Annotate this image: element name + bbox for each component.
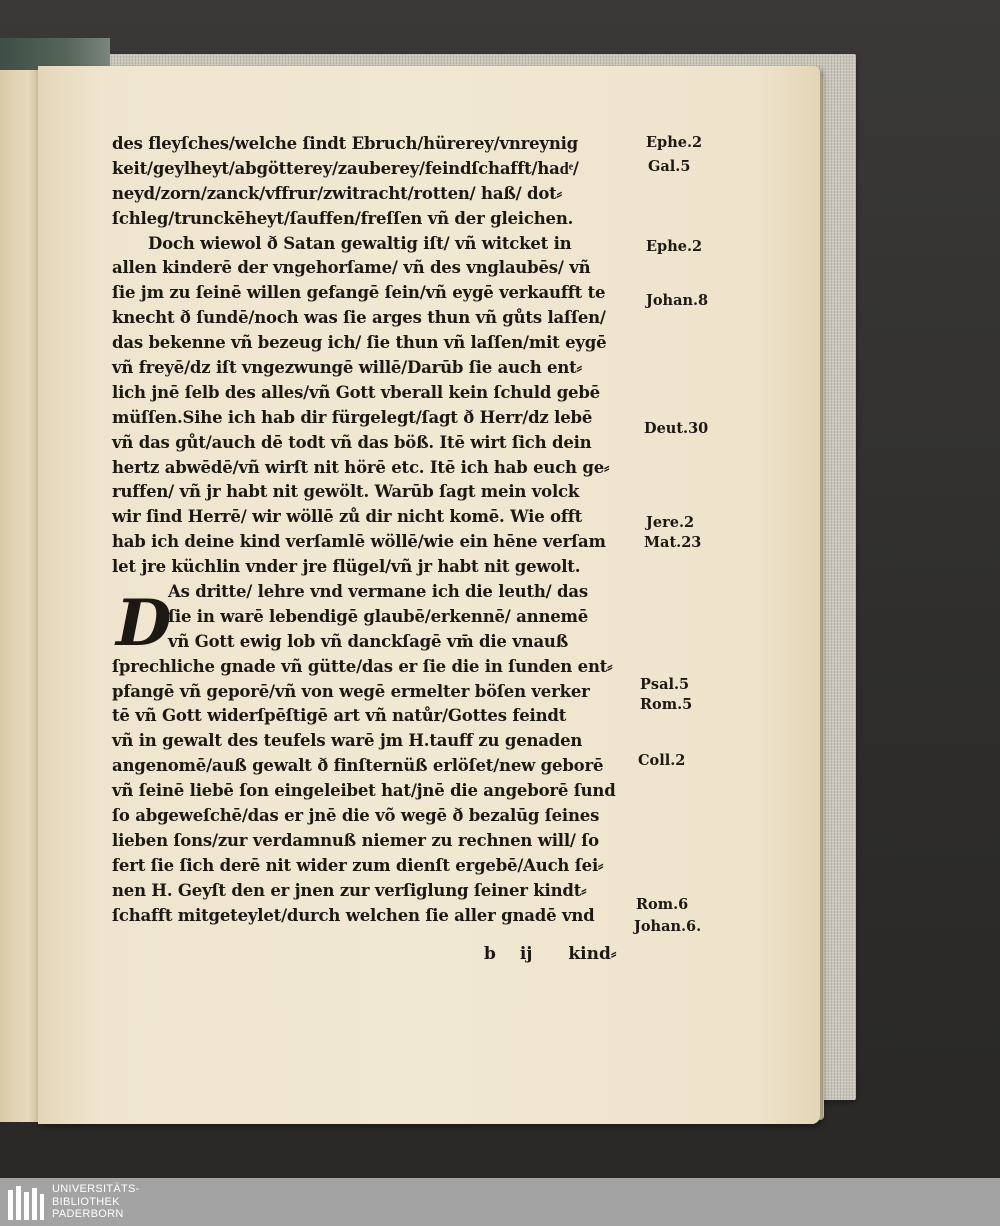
text-line: allen kinderē der vngehorſame/ vñ des vnglaubēs/ vñ (112, 258, 591, 278)
margin-note-johan6: Johan.6. (634, 918, 702, 935)
text-line: let jre küchlin vnder jre flügel/vñ jr habt nit gewolt. (112, 557, 581, 577)
signature-folio: ij (519, 944, 533, 964)
text-line: vñ Gott ewig lob vñ danckſagē vm̄ die vnauß (168, 631, 569, 651)
text-line: vñ das gůt/auch dē todt vñ das böß. Itē wirt ſich dein (112, 432, 592, 452)
text-line: hertz abwēdē/vñ wirſt nit hörē etc. Itē ich hab euch ge⸗ (112, 457, 610, 477)
library-name (52, 1183, 140, 1221)
library-logo-icon (6, 1182, 46, 1222)
margin-note-rom6: Rom.6 (636, 896, 689, 913)
signature-mark: b (484, 944, 496, 964)
library-footer-bar (0, 1178, 1000, 1226)
margin-note-jere2: Jere.2 (646, 514, 695, 531)
margin-note-coll2: Coll.2 (638, 752, 686, 769)
signature-line (484, 944, 634, 964)
margin-note-deut30: Deut.30 (644, 420, 709, 437)
text-line: As dritte/ lehre vnd vermane ich die leuth/ das (168, 582, 588, 602)
text-line: Doch wiewol ð Satan gewaltig iſt/ vñ witcket in (148, 233, 572, 253)
text-line: ſchafft mitgeteylet/durch welchen ſie aller gnadē vnd (112, 905, 595, 925)
decorated-initial: D (116, 586, 172, 661)
text-line: lieben ſons/zur verdamnuß niemer zu rechnen will/ ſo (112, 830, 599, 850)
text-line: angenomē/auß gewalt ð finſternüß erlöſet/new geborē (112, 756, 604, 776)
library-name-line: PADERBORN (52, 1208, 124, 1220)
margin-note-ephe2: Ephe.2 (646, 134, 703, 151)
text-line: vñ in gewalt des teufels warē jm H.tauff zu genaden (112, 731, 583, 751)
library-name-line: BIBLIOTHEK (52, 1195, 120, 1208)
text-line: knecht ð ſundē/noch was ſie arges thun vñ gůts laſſen/ (112, 308, 606, 328)
library-name-line: UNIVERSITÄTS- (52, 1183, 140, 1195)
text-line: das bekenne vñ bezeug ich/ ſie thun vñ laſſen/mit eygē (112, 333, 607, 353)
text-line: lich jnē ſelb des alles/vñ Gott vberall kein ſchuld gebē (112, 382, 600, 402)
margin-note-johan8: Johan.8 (646, 292, 709, 309)
main-text-block (112, 132, 640, 929)
text-line: müſſen.Sihe ich hab dir fürgelegt/ſagt ð Herr/dz lebē (112, 407, 593, 427)
text-line: ſie in warē lebendigē glaubē/erkennē/ annemē (168, 606, 589, 626)
margin-note-ephe2: Ephe.2 (646, 238, 703, 255)
text-line: ruffen/ vñ jr habt nit gewölt. Warūb ſagt mein volck (112, 482, 580, 502)
text-line: keit/geylheyt/abgötterey/zauberey/feindſchafft/hadͤ/ (112, 158, 579, 178)
text-line: ſo abgeweſchē/das er jnē die võ wegē ð bezalūg ſeines (112, 806, 600, 826)
left-page-edge (0, 70, 42, 1122)
margin-note-gal5: Gal.5 (648, 158, 691, 175)
text-line: ſchleg/trunckēheyt/ſauffen/freſſen vñ der gleichen. (112, 208, 574, 228)
text-line: wir ſind Herrē/ wir wöllē zů dir nicht komē. Wie offt (112, 507, 583, 527)
margin-note-psal5: Psal.5 (640, 676, 690, 693)
text-line: hab ich deine kind verſamlē wöllē/wie ein hēne verſam (112, 532, 606, 552)
text-line: vñ ſeinē liebē ſon eingeleibet hat/jnē die angeborē ſund (112, 781, 616, 801)
margin-note-mat23: Mat.23 (644, 534, 702, 551)
text-line: fert ſie ſich derē nit wider zum dienſt ergebē/Auch ſei⸗ (112, 855, 604, 875)
text-line: vñ freyē/dz iſt vngezwungē willē/Darūb ſie auch ent⸗ (112, 358, 582, 378)
margin-note-rom5: Rom.5 (640, 696, 693, 713)
text-line: ſprechliche gnade vñ gütte/das er ſie die in ſunden ent⸗ (112, 656, 613, 676)
catchword: kind⸗ (568, 944, 617, 964)
text-line: pfangē vñ geporē/vñ von wegē ermelter böſen verker (112, 681, 590, 701)
text-line: tē vñ Gott widerſpēſtigē art vñ natůr/Gottes feindt (112, 706, 567, 726)
text-line: ſie jm zu ſeinē willen gefangē ſein/vñ eygē verkaufft te (112, 283, 606, 303)
text-line: des fleyſches/welche ſindt Ebruch/hürerey/vnreynig (112, 134, 579, 153)
text-line: nen H. Geyſt den er jnen zur verſiglung ſeiner kindt⸗ (112, 880, 587, 900)
text-line: neyd/zorn/zanck/vffrur/zwitracht/rotten/ haß/ dot⸗ (112, 183, 562, 203)
